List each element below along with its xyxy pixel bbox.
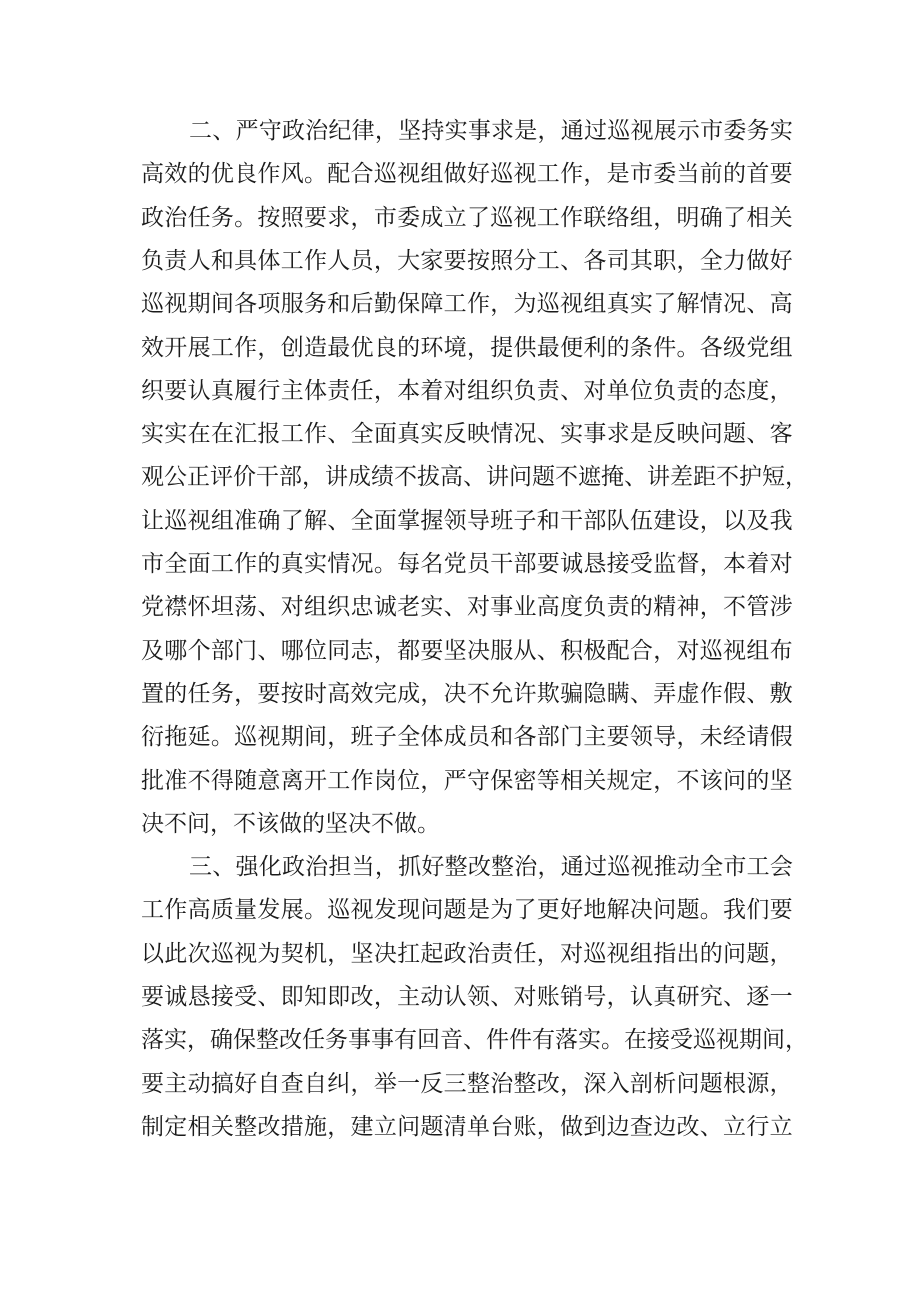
text-line: 党 襟 怀 坦 荡 、 对 组 织 忠 诚 老 实 、 对 事 业 高 度 负 责 的 精 神 ， 不 管 涉 [141,594,793,621]
text-line: 让 巡 视 组 准 确 了 解 、 全 面 掌 握 领 导 班 子 和 干 部 队 伍 建 设 ， 以 及 我 [141,507,793,534]
text-line: 观 公 正 评 价 干 部 ， 讲 成 绩 不 拔 高 、 讲 问 题 不 遮 掩 、 讲 差 距 不 护 短 ， [141,464,808,491]
text-line: 制 定 相 关 整 改 措 施 ， 建 立 问 题 清 单 台 账 ， 做 到 边 查 边 改 、 立 行 立 [141,1113,793,1140]
text-line: 政 治 任 务 。 按 照 要 求 ， 市 委 成 立 了 巡 视 工 作 联 络 组 ， 明 确 了 相 关 [141,204,793,231]
text-line: 市 全 面 工 作 的 真 实 情 况 。 每 名 党 员 干 部 要 诚 恳 接 受 监 督 ， 本 着 对 [141,551,793,577]
text-line: 高 效 的 优 良 作 风 。 配 合 巡 视 组 做 好 巡 视 工 作 ， 是 市 委 当 前 的 首 要 [141,161,793,188]
text-line: 要 诚 恳 接 受 、 即 知 即 改 ， 主 动 认 领 、 对 账 销 号 ， 认 真 研 究 、 逐 一 [141,984,793,1010]
text-line: 置 的 任 务 ， 要 按 时 高 效 完 成 ， 决 不 允 许 欺 骗 隐 瞒 、 弄 虚 作 假 、 敷 [141,680,793,707]
text-line: 负 责 人 和 具 体 工 作 人 员 ， 大 家 要 按 照 分 工 、 各 司 其 职 ， 全 力 做 好 [141,247,793,274]
text-line: 织 要 认 真 履 行 主 体 责 任 ， 本 着 对 组 织 负 责 、 对 单 位 负 责 的 态 度 ， [141,377,793,404]
text-line: 决 不 问 ， 不 该 做 的 坚 决 不 做 。 [141,810,440,837]
text-line: 以 此 次 巡 视 为 契 机 ， 坚 决 扛 起 政 治 责 任 ， 对 巡 视 组 指 出 的 问 题 ， [141,940,793,967]
text-line: 三 、 强 化 政 治 担 当 ， 抓 好 整 改 整 治 ， 通 过 巡 视 推 动 全 市 工 会 [189,854,793,881]
text-line: 要 主 动 搞 好 自 查 自 纠 ， 举 一 反 三 整 治 整 改 ， 深 入 剖 析 问 题 根 源 ， [141,1070,793,1097]
text-line: 工 作 高 质 量 发 展 。 巡 视 发 现 问 题 是 为 了 更 好 地 解 决 问 题 。 我 们 要 [141,897,793,924]
text-line: 衍 拖 延 。 巡 视 期 间 ， 班 子 全 体 成 员 和 各 部 门 主 要 领 导 ， 未 经 请 假 [141,724,793,751]
text-line: 巡 视 期 间 各 项 服 务 和 后 勤 保 障 工 作 ， 为 巡 视 组 真 实 了 解 情 况 、 高 [141,291,793,318]
text-line: 实 实 在 在 汇 报 工 作 、 全 面 真 实 反 映 情 况 、 实 事 求 是 反 映 问 题 、 客 [141,421,793,448]
text-line: 二 、 严 守 政 治 纪 律 ， 坚 持 实 事 求 是 ， 通 过 巡 视 展 示 市 委 务 实 [189,118,793,144]
text-line: 效 开 展 工 作 ， 创 造 最 优 良 的 环 境 ， 提 供 最 便 利 的 条 件 。 各 级 党 组 [141,334,793,361]
text-line: 批 准 不 得 随 意 离 开 工 作 岗 位 ， 严 守 保 密 等 相 关 规 定 ， 不 该 问 的 坚 [141,767,793,794]
text-line: 落 实 ， 确 保 整 改 任 务 事 事 有 回 音 、 件 件 有 落 实 。 在 接 受 巡 视 期 间 ， [141,1027,808,1054]
text-line: 及 哪 个 部 门 、 哪 位 同 志 ， 都 要 坚 决 服 从 、 积 极 配 合 ， 对 巡 视 组 布 [141,637,793,664]
